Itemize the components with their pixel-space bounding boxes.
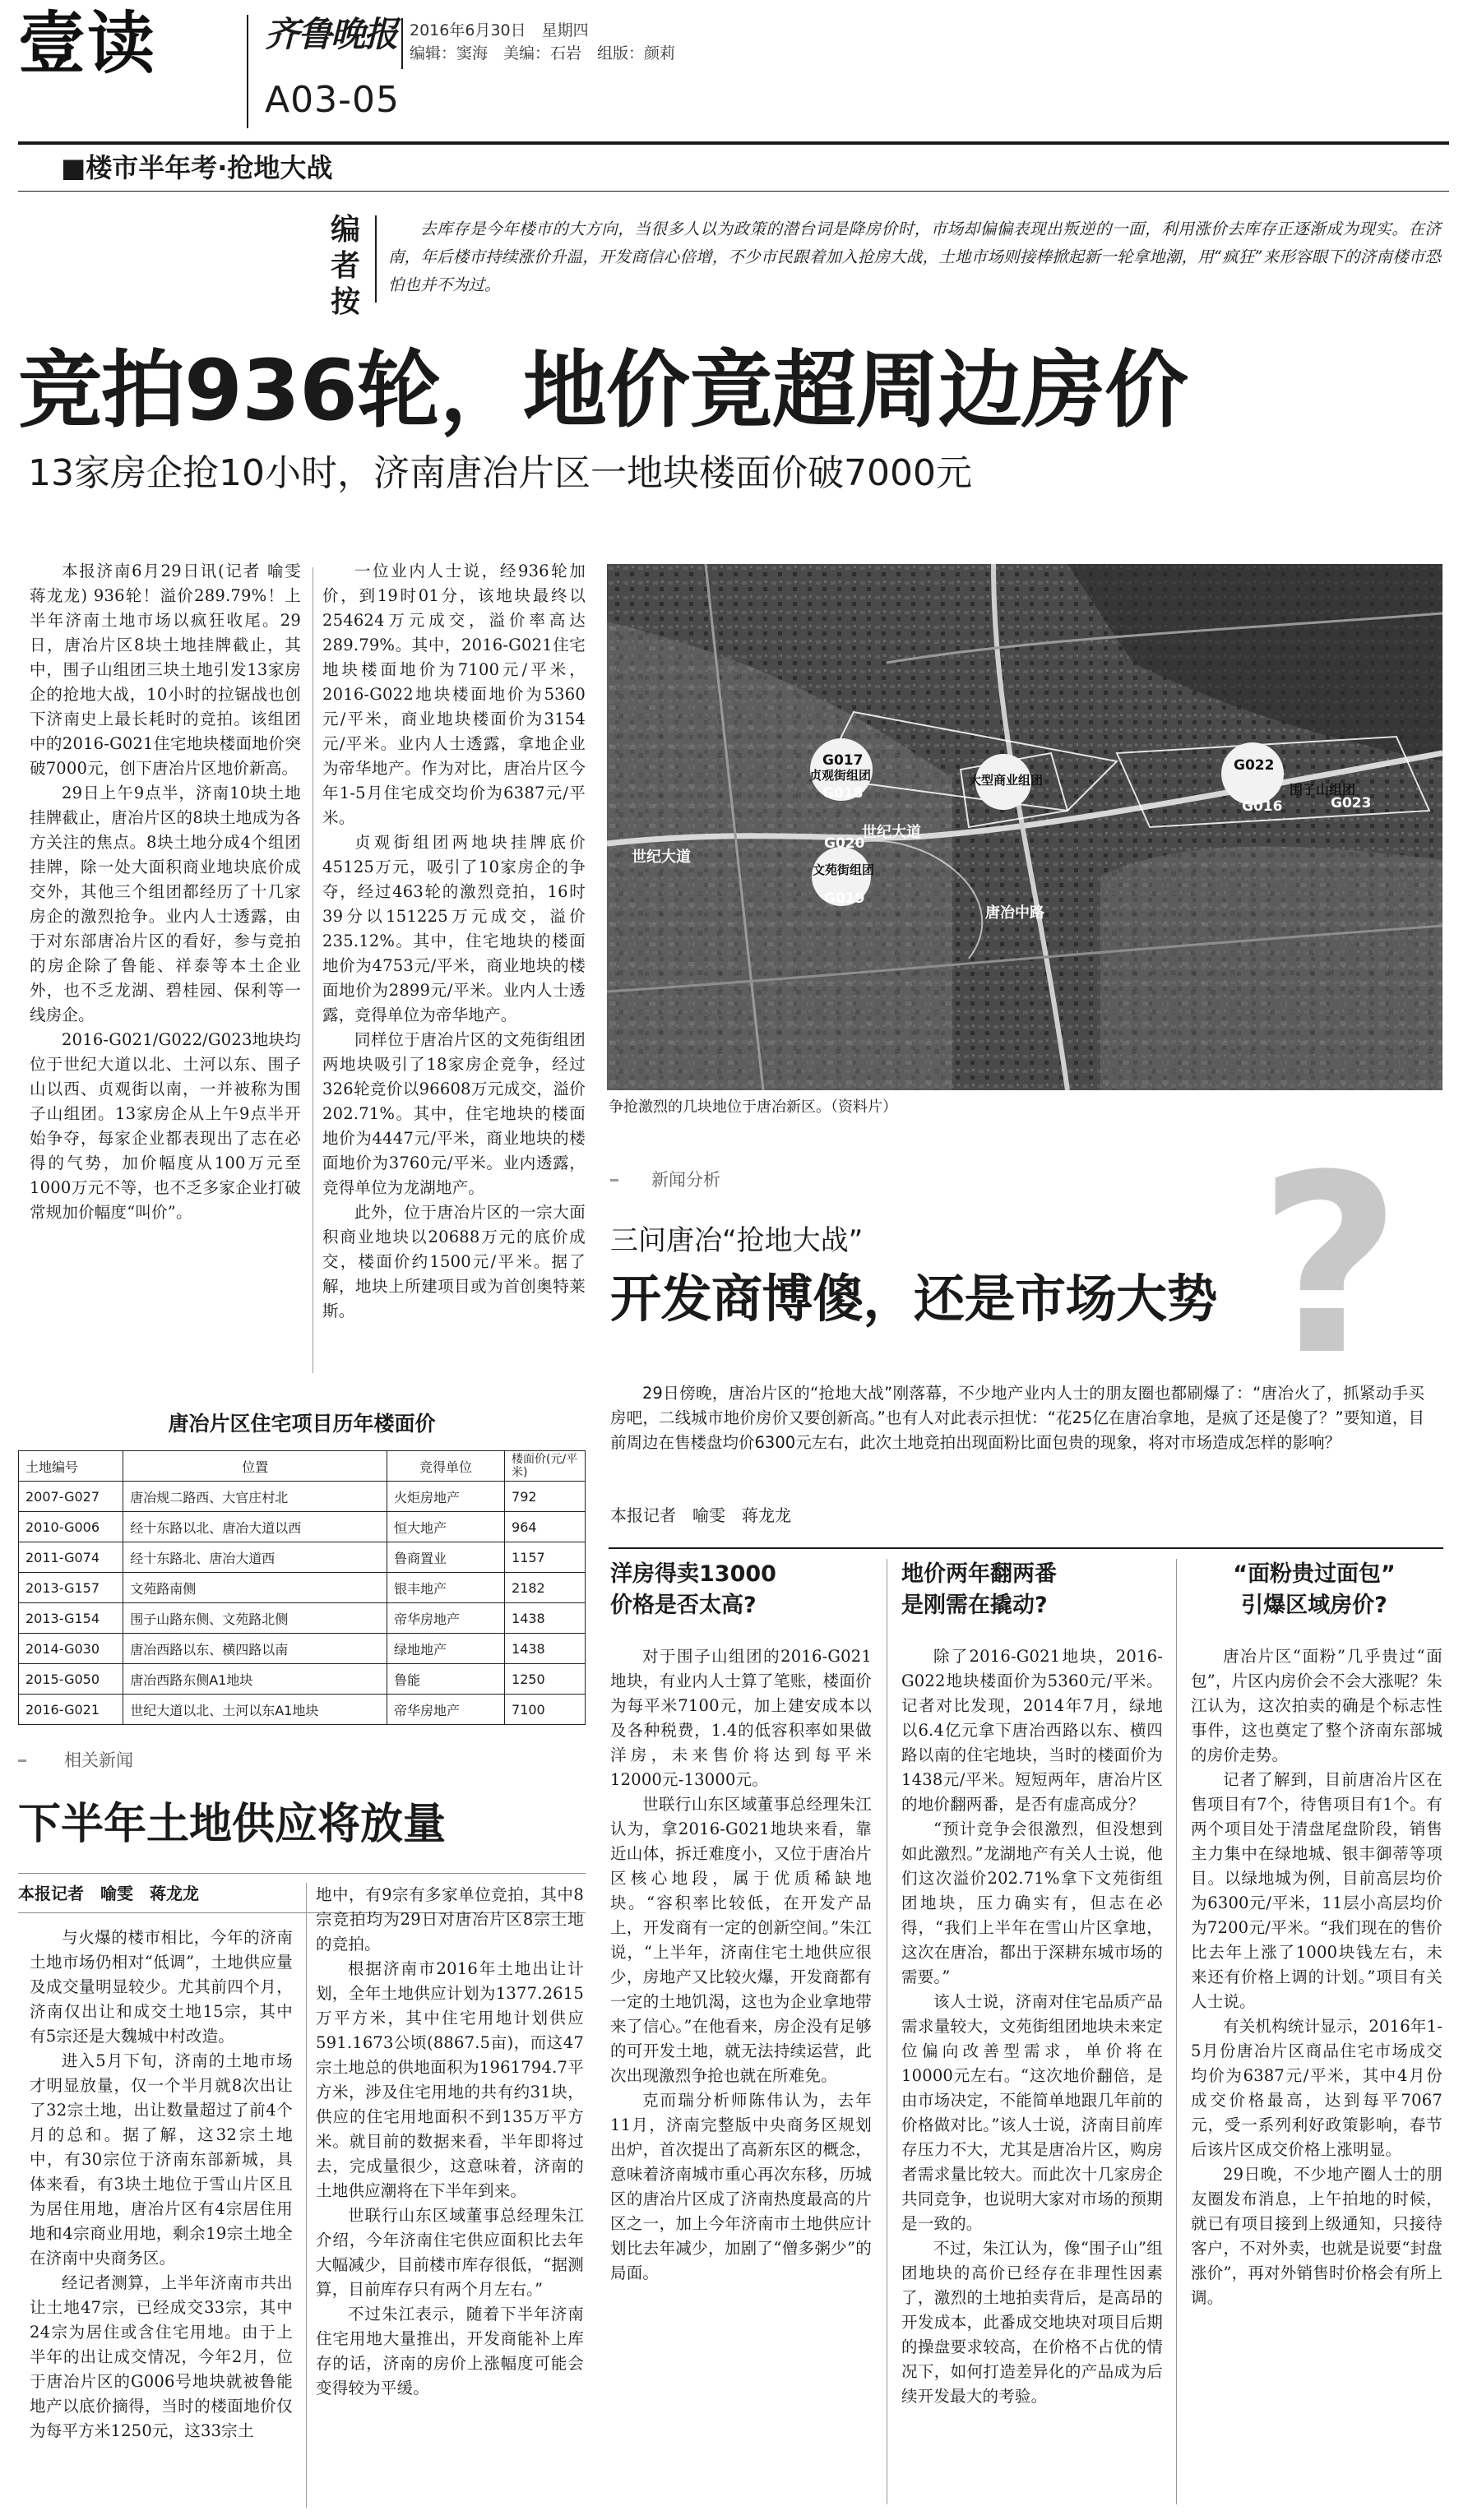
table-header-cell: 楼面价(元/平米) (505, 1451, 586, 1482)
editor-note-label (327, 212, 364, 321)
related-para: 世联行山东区域董事总经理朱江介绍，今年济南住宅供应面积比去年大幅减少，目前楼市库存很低，“据测算，目前库存只有两个月左右。” (316, 2206, 584, 2299)
q3-body (1191, 1644, 1443, 2508)
map-label: 世纪大道 (862, 824, 921, 841)
headline: 竞拍936轮，地价竟超周边房价 (18, 342, 1188, 440)
table-cell: 792 (505, 1482, 586, 1512)
map-label: 唐冶中路 (985, 904, 1044, 922)
table-cell: 2015-G050 (19, 1664, 123, 1695)
table-cell: 1157 (505, 1542, 586, 1573)
analysis-title: 开发商博傻，还是市场大势 (610, 1269, 1218, 1329)
table-title: 唐冶片区住宅项目历年楼面价 (168, 1412, 436, 1436)
kicker-rule (18, 1759, 26, 1762)
related-para: 根据济南市2016年土地出让计划，全年土地供应计划为1377.2615万平方米，其中住宅用地计划供应591.1673公顷(8867.5亩)，而这47宗土地总的供地面积为1961794.7平方米，涉及住宅用地的共有约31块，供应的住宅用地面积不到135万平方米。就目前的数据来看，半年即将过去，完成量很少，这意味着，济南的土地供应潮将在下半年到来。 (316, 1959, 584, 2200)
table-cell: 唐冶规二路西、大官庄村北 (123, 1482, 387, 1512)
analysis-intro: 29日傍晚，唐冶片区的“抢地大战”刚落幕，不少地产业内人士的朋友圈也都刷爆了：“唐冶火了，抓紧动手买房吧，二线城市地价房价又要创新高。”也有人对此表示担忧：“花25亿在唐冶拿地，是疯了还是傻了？”要知道，目前周边在售楼盘均价6300元左右，此次土地竞拍出现面粉比面包贵的现象，将对市场造成怎样的影响？ (610, 1384, 1424, 1452)
table-cell: 帝华房地产 (387, 1695, 505, 1725)
table-row (19, 1573, 586, 1603)
q3-title (1191, 1559, 1438, 1621)
q2-title (901, 1559, 1165, 1621)
article1-para: 2016-G021/G022/G023地块均位于世纪大道以北、土河以东、围子山以西、贞观街以南，一并被称为围子山组团。13家房企从上午9点半开始争夺，每家企业都表现出了志在必得的气势，加价幅度从100万元至1000万元不等，也不乏多家企业打破常规加价幅度“叫价”。 (30, 1030, 301, 1222)
related-kicker-text: 相关新闻 (64, 1750, 133, 1770)
q1-title-line: 价格是否太高? (610, 1593, 757, 1618)
q3-para: 记者了解到，目前唐冶片区在售项目有7个，待售项目有1个。有两个项目处于清盘尾盘阶段，销售主力集中在绿地城、银丰御蒂等项目。以绿地城为例，目前高层均价为6300元/平米，11层小高层均价为7200元/平米。“我们现在的售价比去年上涨了1000块钱左右，未来还有价格上调的计划。”项目有关人士说。 (1191, 1770, 1443, 2011)
q1-title (610, 1559, 873, 1621)
analysis-kicker-text: 新闻分析 (651, 1170, 720, 1190)
table-cell: 2013-G154 (19, 1603, 123, 1634)
article1-para: 贞观街组团两地块挂牌底价45125万元，吸引了10家房企的争夺，经过463轮的激烈竞拍，16时39分以151225万元成交，溢价235.12%。其中，住宅地块的楼面地价为4753元/平米，商业地块的楼面地价为2899元/平米。业内人士透露，竞得单位为帝华地产。 (322, 833, 586, 1024)
map-label: 文苑街组团 (813, 862, 875, 877)
article1-para: 此外，位于唐冶片区的一宗大面积商业地块以20688万元的底价成交，楼面价约1500元/平米。据了解，地块上所建项目或为首创奥特莱斯。 (322, 1203, 586, 1320)
table-cell: 唐冶西路以东、横四路以南 (123, 1634, 387, 1664)
map-label: G017 (822, 752, 864, 769)
table-cell: 964 (505, 1512, 586, 1542)
article1-col2 (322, 559, 586, 1389)
map-label: 世纪大道 (632, 848, 691, 866)
table-row (19, 1695, 586, 1725)
q2-para: 不过，朱江认为，像“围子山”组团地块的高价已经存在非理性因素了，激烈的土地拍卖背后，是高昂的开发成本，此番成交地块对项目后期的操盘要求较高，在价格不占优的情况下，如何打造差异化的产品成为后续开发最大的考验。 (901, 2239, 1163, 2406)
land-price-table (18, 1450, 586, 1725)
q2-title-line: 是刚需在撬动? (901, 1593, 1048, 1618)
analysis-overline: 三问唐冶“抢地大战” (610, 1224, 864, 1257)
related-para: 经记者测算，上半年济南市共出让土地47宗，已经成交33宗，其中24宗为居住或含住宅用地。由于上半年的出让成交情况，今年2月，位于唐冶片区的G006号地块就被鲁能地产以底价摘得，当时的楼面地价仅为每平方米1250元，这33宗土 (30, 2273, 293, 2440)
section-bar-title: ■楼市半年考·抢地大战 (61, 152, 333, 183)
table-cell: 帝华房地产 (387, 1603, 505, 1634)
table-row (19, 1512, 586, 1542)
analysis-top-rule (609, 1547, 1443, 1549)
section-bar-top-rule (18, 141, 1449, 145)
q1-para: 世联行山东区域董事总经理朱江认为，拿2016-G021地块来看，靠近山体，拆迁难度小，又位于唐冶片区核心地段，属于优质稀缺地块。“容积率比较低，在开发产品上，开发商有一定的创新空间。”朱江说，“上半年，济南住宅土地供应很少，房地产又比较火爆，开发商都有一定的土地饥渴，这也为企业拿地带来了信心。”在他看来，房企没有足够的可开发土地，就无法持续运营，此次出现激烈争抢也就在所难免。 (610, 1795, 872, 2085)
table-cell: 绿地地产 (387, 1634, 505, 1664)
kicker-rule (610, 1179, 618, 1181)
article1-col1 (30, 559, 301, 1394)
section-bar-bottom-rule (18, 191, 1449, 192)
table-cell: 2182 (505, 1573, 586, 1603)
table-cell: 2010-G006 (19, 1512, 123, 1542)
map-label: G020 (824, 835, 865, 852)
table-cell: 2014-G030 (19, 1634, 123, 1664)
related-byline: 本报记者 喻雯 蒋龙龙 (18, 1884, 199, 1903)
paper-logo: 齐鲁晚报 (265, 14, 397, 54)
table-cell: 火炬房地产 (387, 1482, 505, 1512)
related-para: 不过朱江表示，随着下半年济南住宅用地大量推出，开发商能补上库存的话，济南的房价上涨幅度可能会变得较为平缓。 (316, 2305, 584, 2397)
q2-para: “预计竞争会很激烈，但没想到如此激烈。”龙湖地产有关人士说，他们这次溢价202.71%拿下文苑街组团地块，压力确实有，但志在必得，“我们上半年在雪山片区拿地，这次在唐冶，都出于深耕东城市场的需要。” (901, 1819, 1163, 1986)
related-col1 (30, 1926, 293, 2509)
related-para: 与火爆的楼市相比，今年的济南土地市场仍相对“低调”，土地供应量及成交量明显较少。尤其前四个月，济南仅出让和成交土地15宗，其中有5宗还是大魏城中村改造。 (30, 1928, 293, 2046)
q3-para: 唐冶片区“面粉”几乎贵过“面包”，片区内房价会不会大涨呢？朱江认为，这次拍卖的确是个标志性事件，这也奠定了整个济南东部城的房价走势。 (1191, 1647, 1443, 1764)
related-para: 进入5月下旬，济南的土地市场才明显放量，仅一个半月就8次出让了32宗土地，出让数量超过了前4个月的总和。据了解，这32宗土地中，有30宗位于济南东部新城，具体来看，有3块土地位于雪山片区且为居住用地，唐冶片区有4宗居住用地和4宗商业用地，剩余19宗土地全在济南中央商务区。 (30, 2051, 293, 2268)
table-row (19, 1482, 586, 1512)
q2-title-line: 地价两年翻两番 (901, 1561, 1057, 1587)
q2-body (901, 1644, 1163, 2508)
column-rule (306, 1883, 307, 2508)
q1-para: 克而瑞分析师陈伟认为，去年11月，济南完整版中央商务区规划出炉，首次提出了高新东区的概念，意味着济南城市重心再次东移，历城区的唐冶片区成了济南热度最高的片区之一，加上今年济南市土地供应计划比去年减少，加剧了“僧多粥少”的局面。 (610, 2091, 872, 2282)
masthead-divider (247, 15, 248, 128)
table-cell: 鲁能 (387, 1664, 505, 1695)
q1-title-line: 洋房得卖13000 (610, 1561, 776, 1587)
table-header-cell: 竞得单位 (387, 1451, 505, 1482)
table-cell: 2007-G027 (19, 1482, 123, 1512)
q2-para: 该人士说，济南对住宅品质产品需求量较大，文苑街组团地块未来定位偏向改善型需求，单价将在10000元左右。“这次地价翻倍，是由市场决定，不能简单地跟几年前的价格做对比。”该人士说，济南目前库存压力不大，尤其是唐冶片区，购房者需求量比较大。而此次十几家房企共同竞争，也说明大家对市场的预期是一致的。 (901, 1992, 1163, 2233)
map-photo (607, 564, 1443, 1090)
map-label: 围子山组团 (1290, 782, 1356, 798)
masthead-divider-2 (401, 18, 403, 69)
editor-note-text: 去库存是今年楼市的大方向，当很多人以为政策的潜台词是降房价时，市场却偏偏表现出叛逆的一面，利用涨价去库存正逐渐成为现实。在济南，年后楼市持续涨价升温，开发商信心倍增，不少市民跟着加入抢房大战，土地市场则接棒掀起新一轮拿地潮，用“疯狂”来形容眼下的济南楼市恐怕也并不为过。 (388, 220, 1441, 294)
related-rule (18, 1873, 586, 1874)
map-label: G022 (1234, 757, 1275, 774)
article1-para: 一位业内人士说，经936轮加价，到19时01分，该地块最终以254624万元成交，溢价率高达289.79%。其中，2016-G021住宅地块楼面地价为7100元/平米，2016-G022地块楼面地价为5360元/平米，商业地块楼面价为3154元/平米。业内人士透露，拿地企业为帝华地产。作为对比，唐冶片区今年1-5月住宅成交均价为6387元/平米。 (322, 562, 586, 827)
editor-credits: 编辑：窦海 美编：石岩 组版：颜莉 (410, 44, 676, 62)
related-title: 下半年土地供应将放量 (18, 1800, 447, 1849)
related-col2 (316, 1883, 584, 2508)
table-cell: 文苑路南侧 (123, 1573, 387, 1603)
map-caption: 争抢激烈的几块地位于唐冶新区。（资料片） (609, 1098, 897, 1116)
table-row (19, 1664, 586, 1695)
related-kicker (18, 1748, 166, 1773)
map-label: G016 (1242, 798, 1283, 815)
table-header-cell: 位置 (123, 1451, 387, 1482)
map-label: 大型商业组团 (969, 773, 1044, 788)
analysis-byline: 本报记者 喻雯 蒋龙龙 (610, 1505, 791, 1525)
page-code: A03-05 (265, 79, 400, 121)
map-label: G023 (1331, 795, 1372, 811)
related-para: 地中，有9宗有多家单位竞拍，其中8宗竞拍均为29日对唐冶片区8宗土地的竞拍。 (316, 1885, 584, 1954)
q2-para: 除了2016-G021地块，2016-G022地块楼面价为5360元/平米。记者对比发现，2014年7月，绿地以6.4亿元拿下唐冶西路以东、横四路以南的住宅地块，当时的楼面价为1438元/平米。短短两年，唐冶片区的地价翻两番，是否有虚高成分？ (901, 1647, 1163, 1814)
table-row (19, 1603, 586, 1634)
section-name: 壹读 (18, 5, 157, 83)
map-label: G019 (824, 890, 865, 907)
q3-para: 有关机构统计显示，2016年1-5月份唐冶片区商品住宅市场成交均价为6387元/平米，其中4月份成交价格最高，达到每平7067元，受一系列利好政策影响，春节后该片区成交价格上涨明显。 (1191, 2017, 1443, 2159)
q3-para: 29日晚，不少地产圈人士的朋友圈发布消息，上午拍地的时候，就已有项目接到上级通知，只接待客户，不对外卖，也就是说要“封盘涨价”，再对外销售时价格会有所上调。 (1191, 2165, 1443, 2307)
editor-note-label-3: 按 (330, 285, 360, 319)
table-cell: 鲁商置业 (387, 1542, 505, 1573)
table-cell: 1438 (505, 1634, 586, 1664)
table-cell: 银丰地产 (387, 1573, 505, 1603)
q3-title-line: “面粉贵过面包” (1233, 1561, 1396, 1587)
table-cell: 1438 (505, 1603, 586, 1634)
table-cell: 2016-G021 (19, 1695, 123, 1725)
table-row (19, 1634, 586, 1664)
editor-note-label-1: 编 (330, 213, 360, 247)
issue-date: 2016年6月30日 星期四 (410, 21, 589, 39)
q1-para: 对于围子山组团的2016-G021地块，有业内人士算了笔账，楼面价为每平米7100元，加上建安成本以及各种税费，1.4的低容积率如果做洋房，未来售价将达到每平米12000元-13000元。 (610, 1647, 872, 1789)
analysis-kicker (610, 1168, 758, 1192)
column-rule (1176, 1559, 1177, 2504)
table-cell: 7100 (505, 1695, 586, 1725)
editor-note-label-2: 者 (330, 249, 360, 283)
q1-body (610, 1644, 872, 2508)
map-graphic (607, 564, 1443, 1090)
article1-para: 本报济南6月29日讯(记者 喻雯 蒋龙龙) 936轮！溢价289.79%！上半年济南土地市场以疯狂收尾。29日，唐冶片区8块土地挂牌截止，其中，围子山组团三块土地引发13家房企的抢地大战，10小时的拉锯战也创下济南史上最长耗时的竞拍。该组团中的2016-G021住宅地块楼面地价突破7000元，创下唐冶片区地价新高。 (30, 562, 301, 778)
q3-title-line: 引爆区域房价? (1241, 1593, 1387, 1618)
table-cell: 恒大地产 (387, 1512, 505, 1542)
table-cell: 世纪大道以北、土河以东A1地块 (123, 1695, 387, 1725)
table-row (19, 1542, 586, 1573)
table-cell: 2013-G157 (19, 1573, 123, 1603)
table-cell: 1250 (505, 1664, 586, 1695)
table-cell: 经十东路北、唐冶大道西 (123, 1542, 387, 1573)
table-cell: 2011-G074 (19, 1542, 123, 1573)
article1-para: 29日上午9点半，济南10块土地挂牌截止，唐冶片区的8块土地成为各方关注的焦点。8块土地分成4个组团挂牌，除一处大面积商业地块底价成交外，其他三个组团都经历了十几家房企的激烈抢争。业内人士透露，由于对东部唐冶片区的看好，参与竞拍的房企除了鲁能、祥泰等本土企业外，也不乏龙湖、碧桂园、保利等一线房企。 (30, 784, 301, 1024)
sub-headline: 13家房企抢10小时，济南唐冶片区一地块楼面价破7000元 (28, 452, 972, 494)
map-label: G018 (822, 785, 864, 802)
table-cell: 唐冶西路东侧A1地块 (123, 1664, 387, 1695)
table-header-row (19, 1451, 586, 1482)
article1-para: 同样位于唐冶片区的文苑街组团两地块吸引了18家房企竞争，经过326轮竞价以96608万元成交，溢价202.71%。其中，住宅地块的楼面地价为4447元/平米，商业地块的楼面地价为3760元/平米。业内透露，竞得单位为龙湖地产。 (322, 1030, 586, 1197)
table-cell: 围子山路东侧、文苑路北侧 (123, 1603, 387, 1634)
table-header-cell: 土地编号 (19, 1451, 123, 1482)
map-label: 贞观街组团 (809, 768, 872, 783)
editor-note-divider (375, 215, 377, 303)
question-mark: ? (1258, 1122, 1402, 1409)
table-cell: 经十东路以北、唐冶大道以西 (123, 1512, 387, 1542)
